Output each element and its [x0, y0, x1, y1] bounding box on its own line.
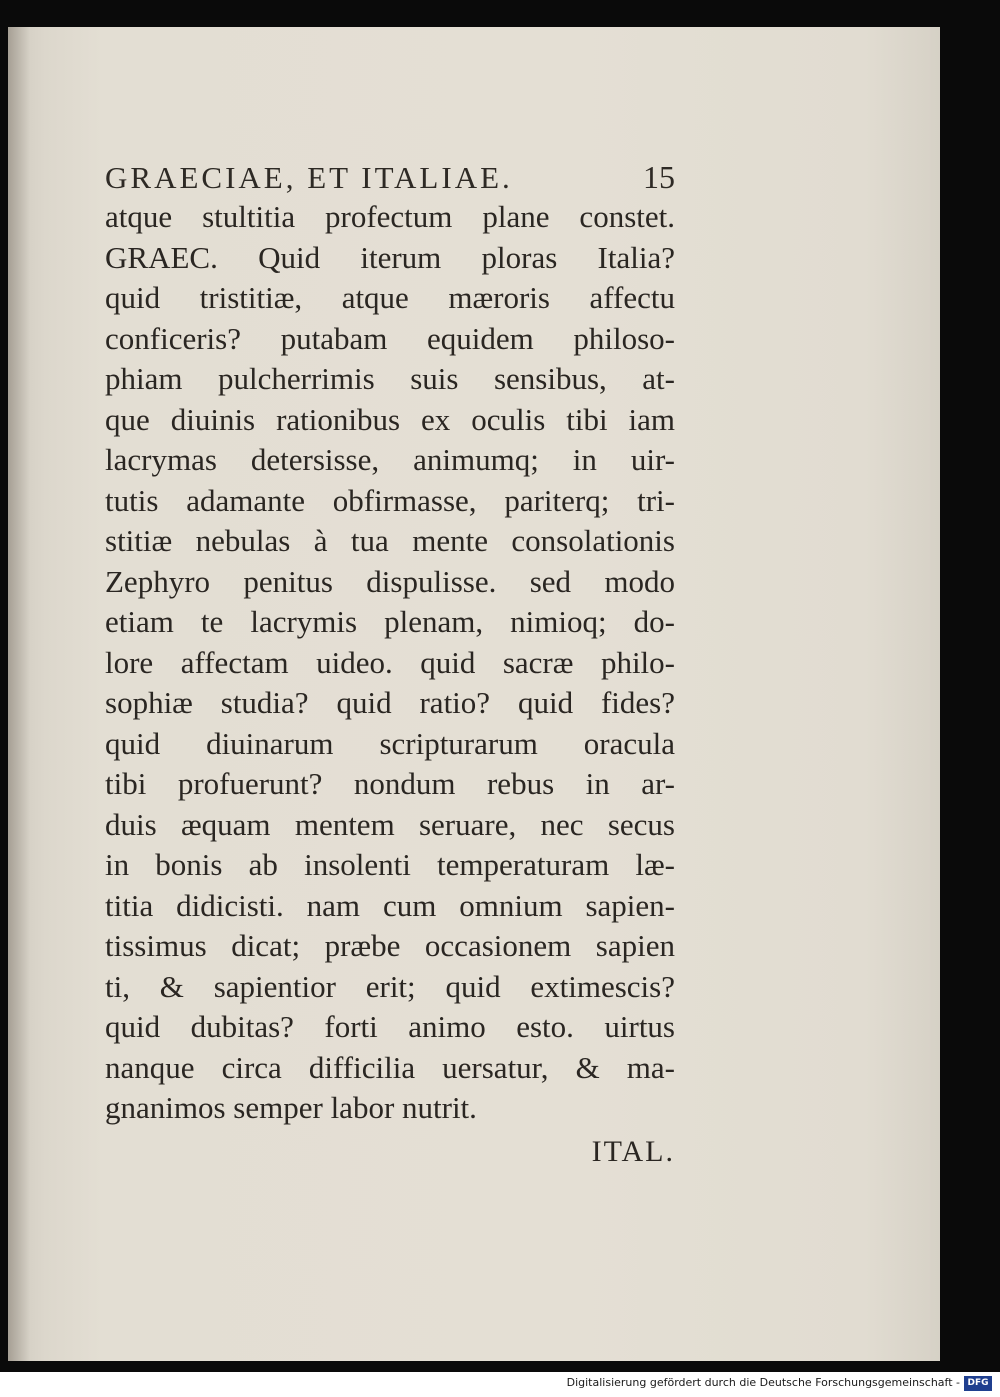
text-block	[105, 157, 675, 1175]
text-line: titia didicisti. nam cum omnium sapien-	[105, 887, 675, 923]
text-line: tibi profuerunt? nondum rebus in ar-	[105, 766, 675, 801]
text-line: etiam te lacrymis plenam, nimioq; do-	[105, 604, 675, 639]
dfg-logo: DFG	[964, 1376, 992, 1391]
text-line: quid tristitiæ, atque mæroris affectu	[105, 280, 675, 315]
text-line: tutis adamante obfirmasse, pariterq; tri-	[105, 482, 675, 518]
running-head	[105, 157, 675, 197]
text-line: duis æquam mentem seruare, nec secus	[105, 806, 675, 842]
book-page	[8, 27, 940, 1361]
text-line: ti, & sapientior erit; quid extimescis?	[105, 968, 675, 1004]
text-line: phiam pulcherrimis suis sensibus, at-	[105, 361, 675, 396]
text-line: lore affectam uideo. quid sacræ philo-	[105, 644, 675, 680]
running-head-title: GRAECIAE, ET ITALIAE.	[105, 160, 513, 195]
text-line: lacrymas detersisse, animumq; in uir-	[105, 442, 675, 477]
digitization-credit: Digitalisierung gefördert durch die Deutsche Forschungsgemeinschaft -	[566, 1376, 960, 1389]
text-line: in bonis ab insolenti temperaturam læ-	[105, 847, 675, 882]
text-line: tissimus dicat; præbe occasionem sapien	[105, 928, 675, 963]
catchword: ITAL.	[591, 1134, 675, 1168]
body-text	[105, 197, 675, 1129]
text-line: quid diuinarum scripturarum oracula	[105, 725, 675, 761]
text-line: quid dubitas? forti animo esto. uirtus	[105, 1009, 675, 1044]
text-line: stitiæ nebulas à tua mente consolationis	[105, 523, 675, 558]
page-number: 15	[643, 159, 675, 195]
text-line: nanque circa difficilia uersatur, & ma-	[105, 1049, 675, 1085]
text-line: que diuinis rationibus ex oculis tibi iam	[105, 401, 675, 437]
text-line: sophiæ studia? quid ratio? quid fides?	[105, 685, 675, 720]
text-line: Zephyro penitus dispulisse. sed modo	[105, 563, 675, 599]
text-line: conficeris? putabam equidem philoso-	[105, 320, 675, 356]
text-line: gnanimos semper labor nutrit.	[105, 1090, 477, 1125]
text-line: atque stultitia profectum plane constet.	[105, 199, 675, 234]
text-line: GRAEC. Quid iterum ploras Italia?	[105, 239, 675, 275]
footer-bar	[0, 1372, 1000, 1397]
gutter-shadow	[8, 27, 30, 1361]
